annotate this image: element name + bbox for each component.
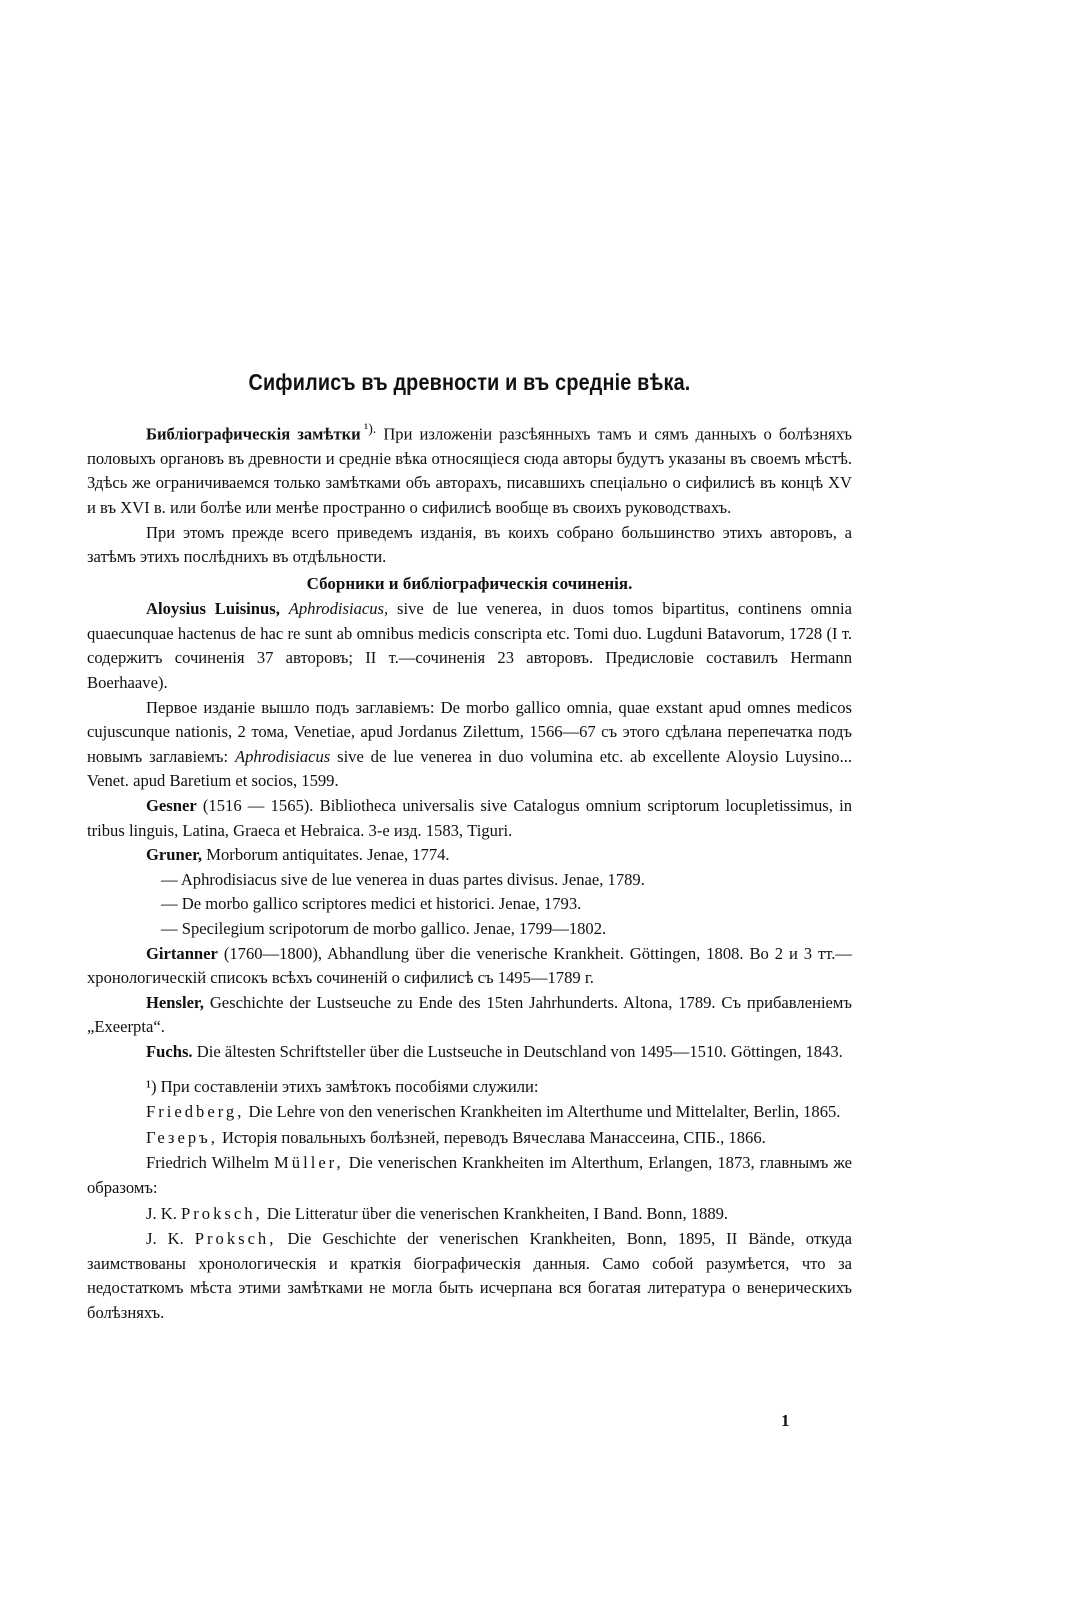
entry-author: Fuchs. [146,1041,193,1061]
entry-text: Geschichte der Lustseuche zu Ende des 15ten Jahrhunderts. Altona, 1789. Съ прибавленіемъ „Exeerpta“. [87,992,853,1037]
entry-gruner-dash-2: — De morbo gallico scriptores medici et historici. Jenae, 1793. [161,894,582,914]
intro-text: При изложеніи разсѣянныхъ тамъ и сямъ данныхъ о болѣзняхъ половыхъ органовъ въ древности и средніе вѣка относящіеся сюда авторы будутъ указаны въ своемъ мѣстѣ. Здѣсь же ограничиваемся только замѣтками объ авторахъ, писавшихъ спеціально о сифилисѣ въ концѣ XV и въ XVI в. или болѣе или менѣе пространно о сифилисѣ вообще въ своихъ руководствахъ. [87,424,852,517]
entry-author: Gesner [146,796,197,816]
entry-text: Morborum antiquitates. Jenae, 1774. [206,845,450,865]
footnote-text: Die Geschichte der venerischen Krankheiten, Bonn, 1895, II Bände, откуда заимствованы хронологическія и краткія біографическія данныя. Само собой разумѣется, что за недостаткомъ мѣста этими замѣтками не могла быть исчерпана вся богатая литература о венерическихъ болѣзняхъ. [87,1229,852,1322]
entry-fuchs [87,1040,852,1065]
page-title: Сифилисъ въ древности и въ средніе вѣка. [248,369,691,395]
entry-title: Aphrodisiacus, [288,599,389,619]
footnote-item [87,1151,852,1200]
footnote-text: J. K. [146,1203,177,1223]
entry-author: Aloysius Luisinus, [146,599,280,619]
entry-gruner-dash-1: — Aphrodisiacus sive de lue venerea in duas partes divisus. Jenae, 1789. [161,869,645,889]
entry-gruner [87,843,852,868]
entry-text: sive de lue venerea, in duos tomos bipartitus, continens omnia quaecunquae hactenus de hac re sunt ab omnibus medicis conscripta etc. Tomi duo. Lugduni Batavorum, 1728 (I т. содержитъ сочиненія 37 авторовъ; II т.—сочиненія 23 авторовъ. Предисловіе составилъ Hermann Boerhaave). [87,599,852,693]
footnote-ref: ¹). [364,420,377,436]
footnote-author: Гезеръ, [146,1127,218,1147]
entry-text: sive de lue venerea in duo volumina etc. ab excellente Aloysio Luysino... Venet. apud Baretium et socios, 1599. [87,746,853,791]
footnote-item [87,1202,852,1227]
page-number: 1 [781,1411,790,1430]
section-title: Сборники и библіографическія сочиненія. [306,573,633,593]
footnote-text: J. K. [146,1229,184,1249]
entry-text: (1760—1800), Abhandlung über die venerische Krankheit. Göttingen, 1808. Во 2 и 3 тт.—хронологическій списокъ всѣхъ сочиненій о сифилисѣ съ 1495—1789 г. [87,943,852,988]
entry-author: Hensler, [146,992,204,1012]
entry-hensler [87,991,852,1040]
footnote-author: Proksch, [194,1229,277,1249]
footnote-item [87,1227,852,1325]
intro-heading: Библіографическія замѣтки [146,424,361,444]
footnote-intro: ¹) При составленіи этихъ замѣтокъ пособіями служили: [146,1076,539,1096]
footnotes [87,1075,852,1326]
entry-gesner [87,794,852,843]
intro-paragraph-2 [87,521,852,570]
footnote-item [87,1100,852,1125]
entry-first-edition [87,696,852,794]
footnote-text: Die Lehre von den venerischen Krankheiten im Alterthume und Mittelalter, Berlin, 1865. [248,1102,841,1122]
entry-gruner-dash-3: — Specilegium scripotorum de morbo gallico. Jenae, 1799—1802. [161,919,607,938]
footnote-text: Исторія повальныхъ болѣзней, переводъ Вячеслава Манассеина, СПБ., 1866. [222,1127,766,1147]
entry-author: Gruner, [146,845,203,865]
footnote-author: Müller, [274,1153,344,1173]
entry-title: Aphrodisiacus [234,746,331,766]
entry-author: Girtanner [146,943,218,963]
page-body [87,370,852,1327]
entry-luisinus [87,597,852,695]
entry-text: Первое изданіе вышло подъ заглавіемъ: De morbo gallico omnia, quae exstant apud omnes medicos cujuscunque nationis, 2 тома, Venetiae, apud Jordanus Zilettum, 1566—67 съ этого сдѣлана перепечатка подъ новымъ заглавіемъ: [87,697,852,766]
intro-text-2: При этомъ прежде всего приведемъ изданія, въ коихъ собрано большинство этихъ авторовъ, а затѣмъ этихъ послѣднихъ въ отдѣльности. [87,522,852,567]
entry-girtanner [87,942,852,991]
footnote-item [87,1126,852,1151]
footnote-author: Proksch, [181,1203,263,1223]
footnote-author: Friedberg, [146,1102,245,1122]
entry-text: (1516 — 1565). Bibliotheca universalis sive Catalogus omnium scriptorum locupletissimus, in tribus linguis, Latina, Graeca et Hebraica. 3-е изд. 1583, Tiguri. [87,796,852,840]
footnote-text: Friedrich Wilhelm [146,1153,269,1173]
intro-paragraph [87,417,852,521]
footnote-text: Die venerischen Krankheiten im Alterthum, Erlangen, 1873, главнымъ же образомъ: [87,1153,852,1197]
footnote-text: Die Litteratur über die venerischen Krankheiten, I Band. Bonn, 1889. [266,1203,729,1223]
entry-text: Die ältesten Schriftsteller über die Lustseuche in Deutschland von 1495—1510. Göttingen, 1843. [196,1041,843,1061]
